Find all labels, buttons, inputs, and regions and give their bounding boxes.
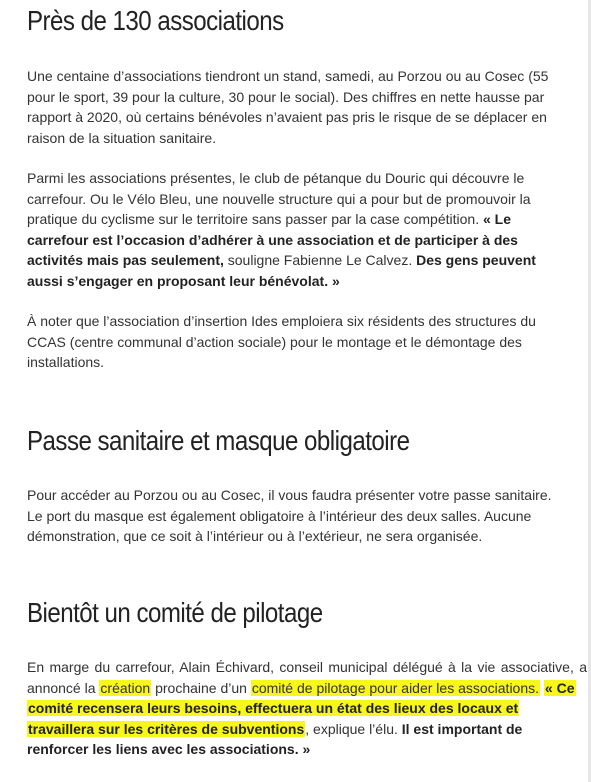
text-line bbox=[27, 230, 567, 251]
paragraph-stands bbox=[27, 66, 567, 148]
text-line bbox=[27, 271, 567, 292]
quote-bold: « Le bbox=[482, 211, 511, 227]
text-line: démonstration, que ce soit à l’intérieur ou à l’extérieur, ne sera organisée. bbox=[27, 528, 483, 544]
highlight bbox=[544, 680, 576, 696]
quote-bold: Il est important de bbox=[401, 720, 523, 737]
highlight bbox=[27, 721, 305, 737]
text-line: rapport à 2020, où certains bénévoles n’avaient pas pris le risque de se déplacer en bbox=[27, 109, 547, 125]
heading-associations: Près de 130 associations bbox=[27, 5, 284, 36]
quote-bold: travaillera sur les critères de subventions bbox=[28, 720, 305, 737]
quote-bold: carrefour est l’occasion d’adhérer à une association et de participer à des bbox=[27, 231, 518, 248]
text-line: installations. bbox=[27, 354, 105, 370]
quote-bold: activités mais pas seulement, bbox=[27, 252, 224, 268]
text-line: CCAS (centre communal d’action sociale) pour le montage et le démontage des bbox=[27, 333, 522, 350]
paragraph-ides bbox=[27, 311, 567, 373]
text-span: pratique du cyclisme sur le territoire sans passer par la case compétition. bbox=[27, 211, 483, 227]
quote-bold: renforcer les liens avec les associations. » bbox=[27, 741, 311, 757]
text-span: souligne Fabienne Le Calvez. bbox=[223, 252, 417, 268]
text-line bbox=[27, 739, 587, 760]
highlight: création bbox=[100, 679, 151, 696]
text-line: Pour accéder au Porzou ou au Cosec, il vous faudra présenter votre passe sanitaire. bbox=[27, 487, 552, 503]
text-line bbox=[27, 678, 587, 699]
text-line bbox=[27, 698, 587, 719]
quote-bold: aussi s’engager en proposant leur bénévolat. » bbox=[27, 272, 340, 289]
text-line: carrefour. Ou le Vélo Bleu, une nouvelle structure qui a pour but de promouvoir la bbox=[27, 190, 531, 207]
text-line: raison de la situation sanitaire. bbox=[27, 129, 217, 146]
text-span: annoncé la bbox=[27, 679, 100, 696]
heading-passe-sanitaire: Passe sanitaire et masque obligatoire bbox=[27, 425, 410, 456]
heading-comite-pilotage: Bientôt un comité de pilotage bbox=[27, 597, 323, 628]
paragraph-associations-present bbox=[27, 168, 567, 291]
text-line: À noter que l’association d’insertion Ides emploiera six résidents des structures du bbox=[27, 313, 536, 329]
text-line: En marge du carrefour, Alain Échivard, conseil municipal délégué à la vie associative, a bbox=[27, 659, 587, 675]
text-span: prochaine d’un bbox=[151, 679, 251, 696]
text-line bbox=[27, 209, 567, 230]
paragraph-passe-sanitaire bbox=[27, 485, 567, 547]
text-span: , explique l’élu. bbox=[305, 720, 402, 737]
text-line: Le port du masque est également obligatoire à l’intérieur des deux salles. Aucune bbox=[27, 507, 532, 524]
highlight: comité de pilotage pour aider les associations. bbox=[251, 679, 540, 696]
text-line bbox=[27, 719, 587, 740]
text-line: Parmi les associations présentes, le club de pétanque du Douric qui découvre le bbox=[27, 170, 525, 186]
paragraph-comite bbox=[27, 657, 587, 760]
text-line bbox=[27, 250, 567, 271]
highlight bbox=[27, 700, 519, 716]
quote-bold: Des gens peuvent bbox=[416, 252, 536, 268]
quote-bold: « Ce bbox=[544, 679, 575, 696]
text-line: pour le sport, 39 pour la culture, 30 pour le social). Des chiffres en nette hausse par bbox=[27, 88, 545, 105]
text-line: Une centaine d’associations tiendront un stand, samedi, au Porzou ou au Cosec (55 bbox=[27, 68, 549, 84]
quote-bold: comité recensera leurs besoins, effectuera un état des lieux des locaux et bbox=[28, 700, 519, 716]
